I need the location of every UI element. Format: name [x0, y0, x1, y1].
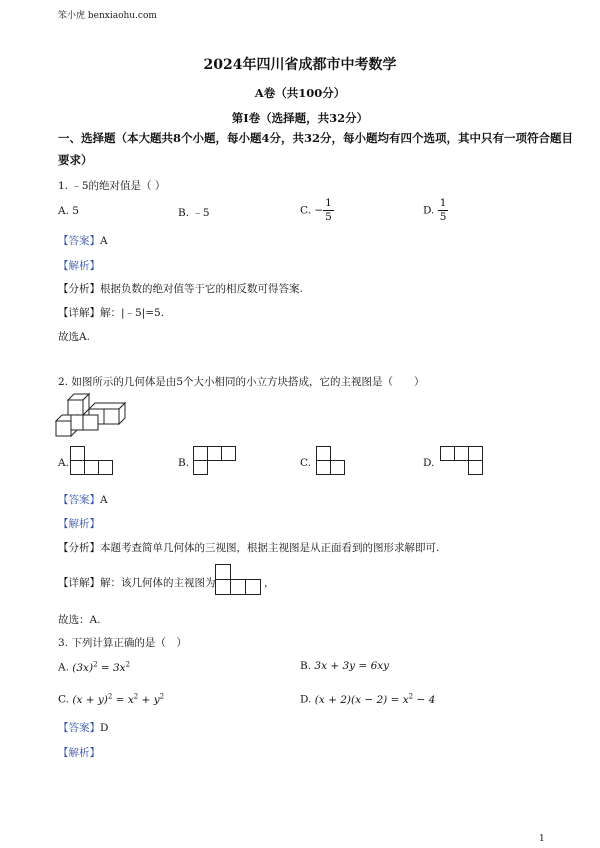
q3-option-a [58, 660, 130, 674]
view-square [84, 460, 99, 475]
page-number: 1 [539, 834, 545, 844]
fraction-numerator: 1 [439, 197, 447, 209]
expr-part: + y [138, 693, 160, 706]
q1-option-b: B. ﹣5 [178, 207, 210, 219]
q1-answer [58, 233, 108, 248]
fenxi-label: 【分析】 [58, 542, 100, 554]
fenxi-label: 【分析】 [58, 283, 100, 295]
q2-option-c-figure [316, 446, 350, 478]
q3-analysis-label: 【解析】 [58, 747, 100, 759]
q2-option-d: D. [423, 457, 435, 469]
q1-option-d [423, 197, 448, 224]
q1-option-c [300, 197, 334, 224]
exponent: 2 [159, 692, 165, 700]
q2-conclusion: 故选：A. [58, 614, 101, 626]
view-square [468, 446, 483, 461]
q1-option-c-prefix: C. [300, 204, 315, 217]
q3-answer [58, 720, 108, 735]
q2-xiangjie [58, 575, 216, 590]
view-square [193, 460, 208, 475]
q1-fenxi-text: 根据负数的绝对值等于它的相反数可得答案. [100, 283, 303, 295]
q3-option-b [300, 660, 389, 672]
fraction-denominator: 5 [439, 211, 447, 223]
view-square [440, 446, 455, 461]
q1-option-a: A. 5 [58, 205, 79, 217]
exponent: 2 [93, 660, 98, 668]
q2-xiangjie-figure [215, 564, 267, 598]
view-square [221, 446, 236, 461]
q3-option-a-prefix: A. [58, 661, 69, 674]
q2-option-a: A. [58, 457, 69, 469]
q2-xiangjie-text: 解：该几何体的主视图为 [100, 577, 216, 589]
view-square [468, 460, 483, 475]
q1-answer-value: A [100, 235, 108, 247]
q2-answer-value: A [100, 494, 108, 506]
q3-option-d-prefix: D. [300, 693, 312, 706]
view-square [316, 446, 331, 461]
answer-label: 【答案】 [58, 722, 100, 734]
q1-stem: 1. ﹣5的绝对值是（ ） [58, 180, 166, 192]
q3-option-c [58, 692, 164, 706]
expr-part: − 4 [413, 693, 436, 706]
answer-label: 【答案】 [58, 494, 100, 506]
q1-option-d-prefix: D. [423, 204, 438, 217]
q3-option-b-expr: 3x + 3y = 6xy [314, 660, 390, 672]
view-square [70, 446, 85, 461]
q2-option-b-figure [193, 446, 241, 478]
q3-answer-value: D [100, 722, 109, 734]
q2-xiangjie-post: ， [264, 577, 275, 589]
expr-part: (3x) [72, 661, 94, 674]
site-header: 笨小虎 benxiaohu.com [58, 11, 157, 21]
view-square [215, 579, 231, 595]
q3-option-c-expr [72, 694, 164, 706]
q3-option-d-expr [315, 694, 436, 706]
q2-option-d-figure [440, 446, 488, 478]
expr-part: = 3x [97, 661, 126, 674]
view-square [330, 460, 345, 475]
q1-option-d-fraction [438, 197, 449, 224]
subtitle-a: A卷（共100分） [254, 86, 346, 100]
q2-fenxi-text: 本题考查简单几何体的三视图，根据主视图是从正面看到的图形求解即可. [100, 542, 440, 554]
q1-conclusion: 故选A. [58, 331, 90, 343]
section-heading: 一、选择题（本大题共8个小题，每小题4分，共32分，每小题均有四个选项，其中只有一项符合题目要求） [58, 131, 574, 167]
exponent: 2 [408, 692, 414, 700]
fraction-denominator: 5 [325, 211, 332, 223]
view-square [454, 446, 469, 461]
exponent: 2 [133, 692, 139, 700]
view-square [215, 564, 231, 580]
q2-fenxi [58, 540, 439, 555]
expr-part: = x [112, 693, 134, 706]
q1-analysis-label: 【解析】 [58, 260, 100, 272]
fraction-numerator: 1 [325, 197, 332, 209]
q2-option-b: B. [178, 457, 190, 469]
q1-xiangjie [58, 305, 164, 320]
q1-option-c-sign: − [314, 204, 324, 217]
view-square [193, 446, 208, 461]
subtitle-b: 第Ⅰ卷（选择题，共32分） [231, 111, 369, 125]
q3-stem: 3. 下列计算正确的是（ ） [58, 637, 187, 649]
q1-fenxi [58, 281, 303, 296]
view-square [70, 460, 85, 475]
q2-stem: 2. 如图所示的几何体是由5个大小相同的小立方块搭成，它的主视图是（ ） [58, 376, 425, 388]
q2-analysis-label: 【解析】 [58, 518, 100, 530]
q2-option-c: C. [300, 457, 311, 469]
view-square [245, 579, 261, 595]
expr-part: (x + 2)(x − 2) = x [314, 693, 409, 706]
view-square [98, 460, 113, 475]
q2-option-a-figure [70, 446, 118, 478]
q1-xiangjie-text: 解：|﹣5|=5. [100, 307, 165, 319]
q3-option-c-prefix: C. [58, 693, 69, 706]
view-square [207, 446, 222, 461]
q2-solid-figure [54, 392, 130, 440]
exponent: 2 [107, 692, 113, 700]
view-square [316, 460, 331, 475]
view-square [230, 579, 246, 595]
q2-answer [58, 492, 108, 507]
xiangjie-label: 【详解】 [58, 307, 100, 319]
expr-part: (x + y) [72, 693, 108, 706]
xiangjie-label: 【详解】 [58, 577, 100, 589]
q1-option-c-fraction [323, 197, 334, 224]
q3-option-d [300, 692, 435, 706]
page-title: 2024年四川省成都市中考数学 [203, 57, 397, 73]
q3-option-b-prefix: B. [300, 660, 312, 672]
answer-label: 【答案】 [58, 235, 100, 247]
q3-option-a-expr [72, 662, 130, 674]
exponent: 2 [125, 660, 131, 668]
